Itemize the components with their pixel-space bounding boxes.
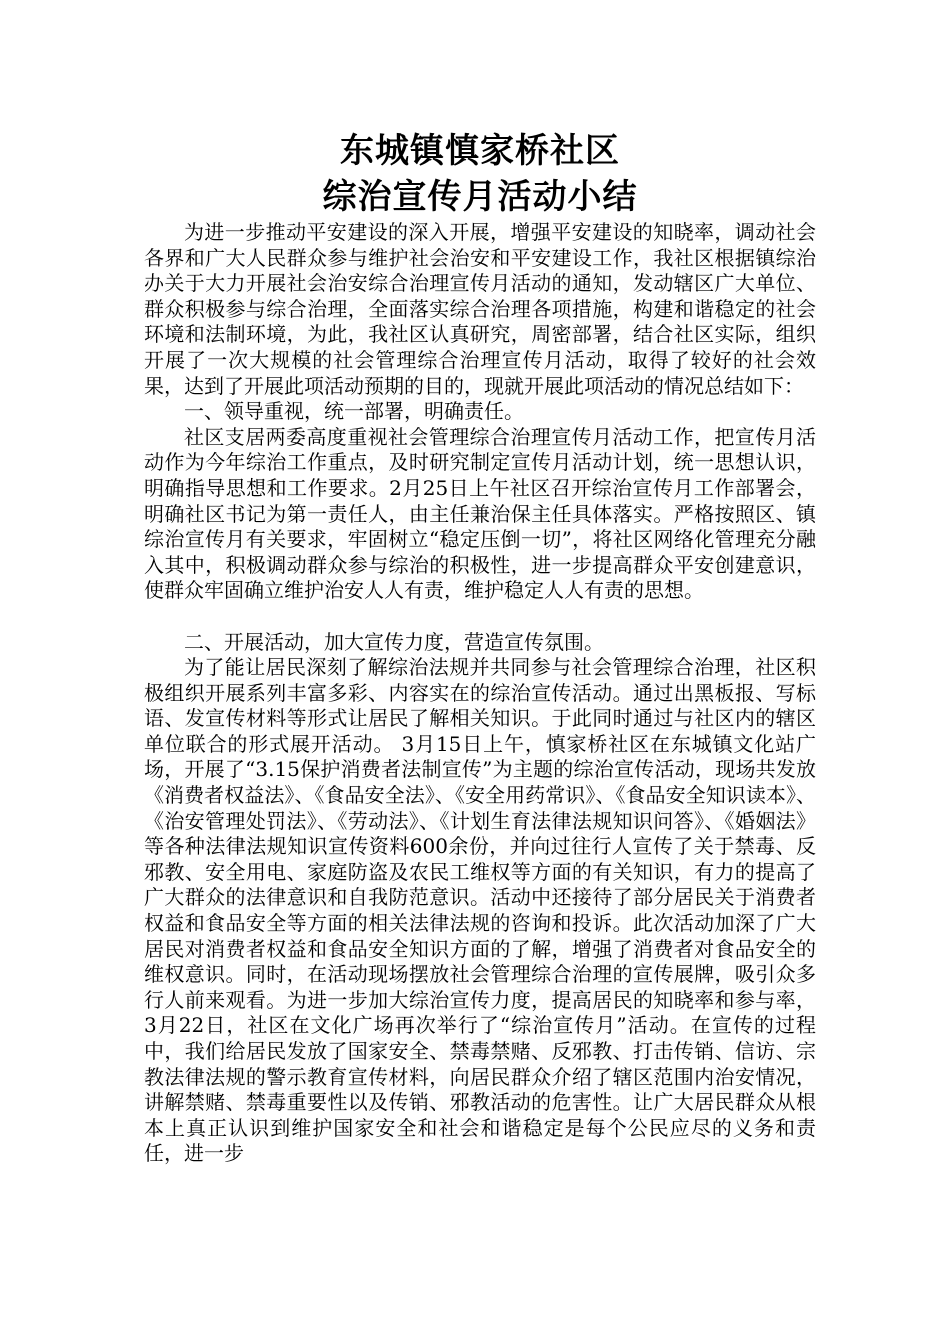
blank-line (144, 604, 816, 630)
document-page (144, 128, 816, 1167)
section-heading-1: 一、领导重视，统一部署，明确责任。 (184, 399, 524, 424)
section-heading-2: 二、开展活动，加大宣传力度，营造宣传氛围。 (184, 629, 604, 654)
section-1-paragraph: 社区支居两委高度重视社会管理综合治理宣传月活动工作，把宣传月活动作为今年综治工作重点，及时研究制定宣传月活动计划，统一思想认识，明确指导思想和工作要求。2月25日上午社区召开综治宣传月工作部署会，明确社区书记为第一责任人，由主任兼治保主任具体落实。严格按照区、镇综治宣传月有关要求，牢固树立“稳定压倒一切”，将社区网络化管理充分融入其中，积极调动群众参与综治的积极性，进一步提高群众平安创建意识，使群众牢固确立维护治安人人有责，维护稳定人人有责的思想。 (144, 424, 816, 603)
title-line-2: 综治宣传月活动小结 (322, 177, 638, 217)
document-title (144, 128, 816, 220)
section-2-paragraph: 为了能让居民深刻了解综治法规并共同参与社会管理综合治理，社区积极组织开展系列丰富多彩、内容实在的综治宣传活动。通过出黑板报、写标语、发宣传材料等形式让居民了解相关知识。于此同时通过与社区内的辖区单位联合的形式展开活动。 3月15日上午，慎家桥社区在东城镇文化站广场，开展了“3.15保护消费者法制宣传”为主题的综治宣传活动，现场共发放《消费者权益法》、《食品安全法》、《安全用药常识》、《食品安全知识读本》、《治安管理处罚法》、《劳动法》、《计划生育法律法规知识问答》、《婚姻法》等各种法律法规知识宣传资料600余份，并向过往行人宣传了关于禁毒、反邪教、安全用电、家庭防盗及农民工维权等方面的有关知识，有力的提高了广大群众的法律意识和自我防范意识。活动中还接待了部分居民关于消费者权益和食品安全等方面的相关法律法规的咨询和投诉。此次活动加深了广大居民对消费者权益和食品安全知识方面的了解，增强了消费者对食品安全的维权意识。同时，在活动现场摆放社会管理综合治理的宣传展牌，吸引众多行人前来观看。为进一步加大综治宣传力度，提高居民的知晓率和参与率，3月22日，社区在文化广场再次举行了“综治宣传月”活动。在宣传的过程中，我们给居民发放了国家安全、禁毒禁赌、反邪教、打击传销、信访、宗教法律法规的警示教育宣传材料，向居民群众介绍了辖区范围内治安情况，讲解禁赌、禁毒重要性以及传销、邪教活动的危害性。让广大居民群众从根本上真正认识到维护国家安全和社会和谐稳定是每个公民应尽的义务和责任，进一步 (144, 655, 816, 1166)
intro-paragraph: 为进一步推动平安建设的深入开展，增强平安建设的知晓率，调动社会各界和广大人民群众参与维护社会治安和平安建设工作，我社区根据镇综治办关于大力开展社会治安综合治理宣传月活动的通知，发动辖区广大单位、群众积极参与综合治理，全面落实综合治理各项措施，构建和谐稳定的社会环境和法制环境，为此，我社区认真研究，周密部署，结合社区实际，组织开展了一次大规模的社会管理综合治理宣传月活动，取得了较好的社会效果，达到了开展此项活动预期的目的，现就开展此项活动的情况总结如下： (144, 220, 816, 398)
title-line-1: 东城镇慎家桥社区 (340, 131, 620, 171)
document-body (144, 220, 816, 1167)
